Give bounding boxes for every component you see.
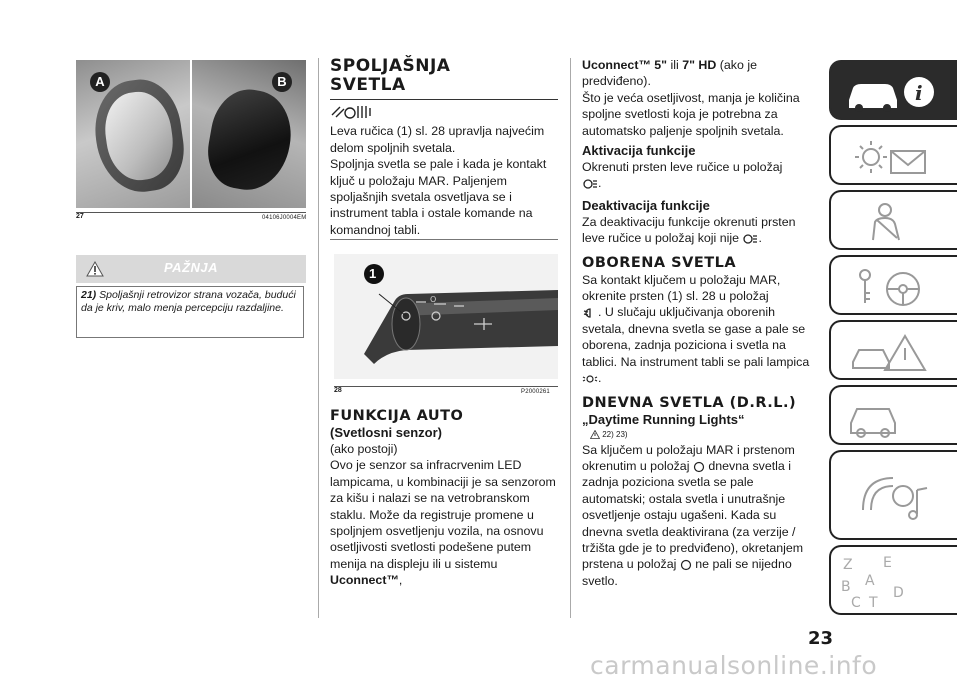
para-intro: Leva ručica (1) sl. 28 upravlja najvećim delom spoljnih svetala. <box>330 124 545 155</box>
drl-text-3: ne pali se nijedno svetlo. <box>582 557 792 588</box>
small-warning-icon <box>590 430 600 439</box>
tab-emergency[interactable] <box>829 320 957 380</box>
auto-text-body: Ovo je senzor sa infracrvenim LED lampicama, u kombinaciji je sa senzorom za kišu i nalazi se na vetrobranskom staklu. Može da registruje promene u spoljnjem osvetljenju vozila, na osnovu osetljivosti svetlosti podešene putem menija na displeju ili u sistemu <box>330 458 556 571</box>
tab-index[interactable] <box>829 545 957 615</box>
index-letter-a: A <box>865 573 875 589</box>
column-divider-1 <box>318 58 319 618</box>
figure-28-number: 28 <box>334 387 342 394</box>
tab-starting-driving[interactable] <box>829 255 957 315</box>
off-position-icon <box>693 461 705 473</box>
deactivation-text: Za deaktivaciju funkcije okrenuti prsten leve ručice u položaj koji nije <box>582 214 796 246</box>
para-ignition: Spoljnja svetla se pale i kada je kontakt ključ u položaju MAR. Paljenjem spoljašnjih svetala osvetljava se i instrument tabla i ostale komande na komandnoj tabli. <box>330 157 547 237</box>
figure-27-underline <box>76 212 306 213</box>
low-beam-icon <box>582 307 598 319</box>
activation-text: Okrenuti prsten leve ručice u položaj <box>582 160 783 175</box>
warning-text: Spoljašnji retrovizor strana vozača, budući da je kriv, malo menja percepciju razdaljine. <box>81 289 296 314</box>
auto-text <box>330 457 558 588</box>
seat-belt-icon <box>843 200 943 244</box>
position-light-icon <box>582 373 598 385</box>
auto-light-icon <box>582 178 598 190</box>
deactivation-heading: Deaktivacija funkcije <box>582 197 710 213</box>
stalk-illustration <box>334 254 558 379</box>
mirror-panel-a <box>76 60 190 208</box>
auto-heading: FUNKCIJA AUTO <box>330 408 464 424</box>
figure-28-underline <box>334 386 558 387</box>
off-position-icon-2 <box>680 559 692 571</box>
emergency-icon <box>843 330 943 374</box>
tab-multimedia[interactable] <box>829 450 957 540</box>
activation-para: Okrenuti prsten leve ručice u položaj . <box>582 160 783 191</box>
drl-subheading: „Daytime Running Lights“ <box>582 411 745 427</box>
index-letter-d: D <box>893 585 904 601</box>
car-maintenance-icon <box>843 395 943 439</box>
auto-light-icon-2 <box>742 233 758 245</box>
warning-body <box>76 286 304 338</box>
auto-brand: Uconnect™ <box>330 573 399 588</box>
figure-label-b: B <box>272 72 292 92</box>
warning-ref: 21) <box>81 289 97 301</box>
warning-title: PAŽNJA <box>163 260 219 275</box>
index-letter-t: T <box>869 595 878 611</box>
key-steering-icon <box>843 265 943 309</box>
auto-section <box>330 408 558 589</box>
drl-para <box>582 442 814 590</box>
figure-28-image <box>334 254 558 379</box>
heading-line-2: SVETLA <box>330 75 406 95</box>
heading-rule <box>330 99 558 100</box>
svg-text:i: i <box>915 81 923 105</box>
para-sensitivity: Što je veća osetljivost, manja je količina spoljne svetlosti koja je potrebna za automatsko paljenje spoljnih svetala. <box>582 90 800 138</box>
heading-line-1: SPOLJAŠNJA <box>330 56 451 76</box>
column-2-rule <box>330 239 558 240</box>
drl-refs-row <box>582 428 814 442</box>
callout-1-label: 1 <box>369 266 377 281</box>
activation-heading: Aktivacija funkcije <box>582 143 696 159</box>
intro-rest: (ako je predviđeno). <box>582 58 757 89</box>
figure-label-a: A <box>90 72 110 92</box>
figure-28-code: P2000261 <box>521 389 550 395</box>
drl-text-1: Sa ključem u položaju MAR i prstenom okrenutim u položaj <box>582 442 795 473</box>
mirror-b-housing <box>202 84 298 196</box>
index-letter-z: Z <box>843 557 853 573</box>
index-letter-c: C <box>851 595 861 611</box>
warning-header <box>76 255 306 283</box>
multimedia-icon <box>843 460 943 530</box>
car-info-icon <box>843 70 943 114</box>
figure-27-image <box>76 60 306 208</box>
figure-27-code: 04106J0004EM <box>262 215 307 221</box>
drl-text-2: dnevna svetla i zadnja poziciona svetla se pale automatski; ostala svetla i unutrašnje osvetljenje ostaju ugašeni. Kada su dnevna svetla deaktivirana (za verzije / tržišta gde je to predviđeno), okretanjem prstena u položaj <box>582 458 804 572</box>
uconnect-5: Uconnect™ 5" <box>582 58 668 72</box>
column-3 <box>582 57 814 589</box>
low-beam-para: Sa kontakt ključem u položaju MAR, okrenite prsten (1) sl. 28 u položaj . U slučaju uključivanja oborenih svetala, dnevna svetla se gase a pale se oborena, zadnja poziciona i svetla na tablici. Na instrument tabli se pali lampica . <box>582 272 810 386</box>
tab-safety[interactable] <box>829 190 957 250</box>
svg-text:O: O <box>430 295 437 304</box>
tab-lights-messages[interactable] <box>829 125 957 185</box>
auto-end: , <box>398 573 403 588</box>
tab-vehicle-info[interactable] <box>829 60 957 120</box>
index-letter-e: E <box>883 555 892 571</box>
auto-note: (ako postoji) <box>330 442 398 456</box>
low-beam-text-1: Sa kontakt ključem u položaju MAR, okrenite prsten (1) sl. 28 u položaj <box>582 272 781 304</box>
figure-27-number: 27 <box>76 213 84 220</box>
light-symbols-icon <box>330 103 374 119</box>
intro-or: ili <box>667 58 683 72</box>
lights-envelope-icon <box>843 135 943 179</box>
deactivation-end: . <box>758 231 762 246</box>
alphabet-index-icon <box>839 555 951 611</box>
uconnect-line <box>582 57 814 90</box>
mirror-panel-b <box>192 60 306 208</box>
low-beam-heading: OBORENA SVETLA <box>582 254 737 271</box>
tab-maintenance[interactable] <box>829 385 957 445</box>
uconnect-7hd: 7" HD <box>682 58 717 72</box>
section-heading-exterior-lights <box>330 57 558 95</box>
drl-heading: DNEVNA SVETLA (D.R.L.) <box>582 394 797 411</box>
column-divider-2 <box>570 58 571 618</box>
drl-refs: 22) 23) <box>602 429 628 439</box>
low-beam-text-2: . U slučaju uključivanja oborenih svetala, dnevna svetla se gase a pale se oborena, zadnja poziciona i svetla na tablici. Na instrument tabli se pali lampica <box>582 305 810 369</box>
deactivation-para <box>582 214 814 247</box>
auto-subheading: (Svetlosni senzor) <box>330 425 442 440</box>
column-2 <box>330 57 558 238</box>
watermark: carmanualsonline.info <box>590 651 878 680</box>
index-letter-b: B <box>841 579 851 595</box>
page-number: 23 <box>808 628 834 649</box>
